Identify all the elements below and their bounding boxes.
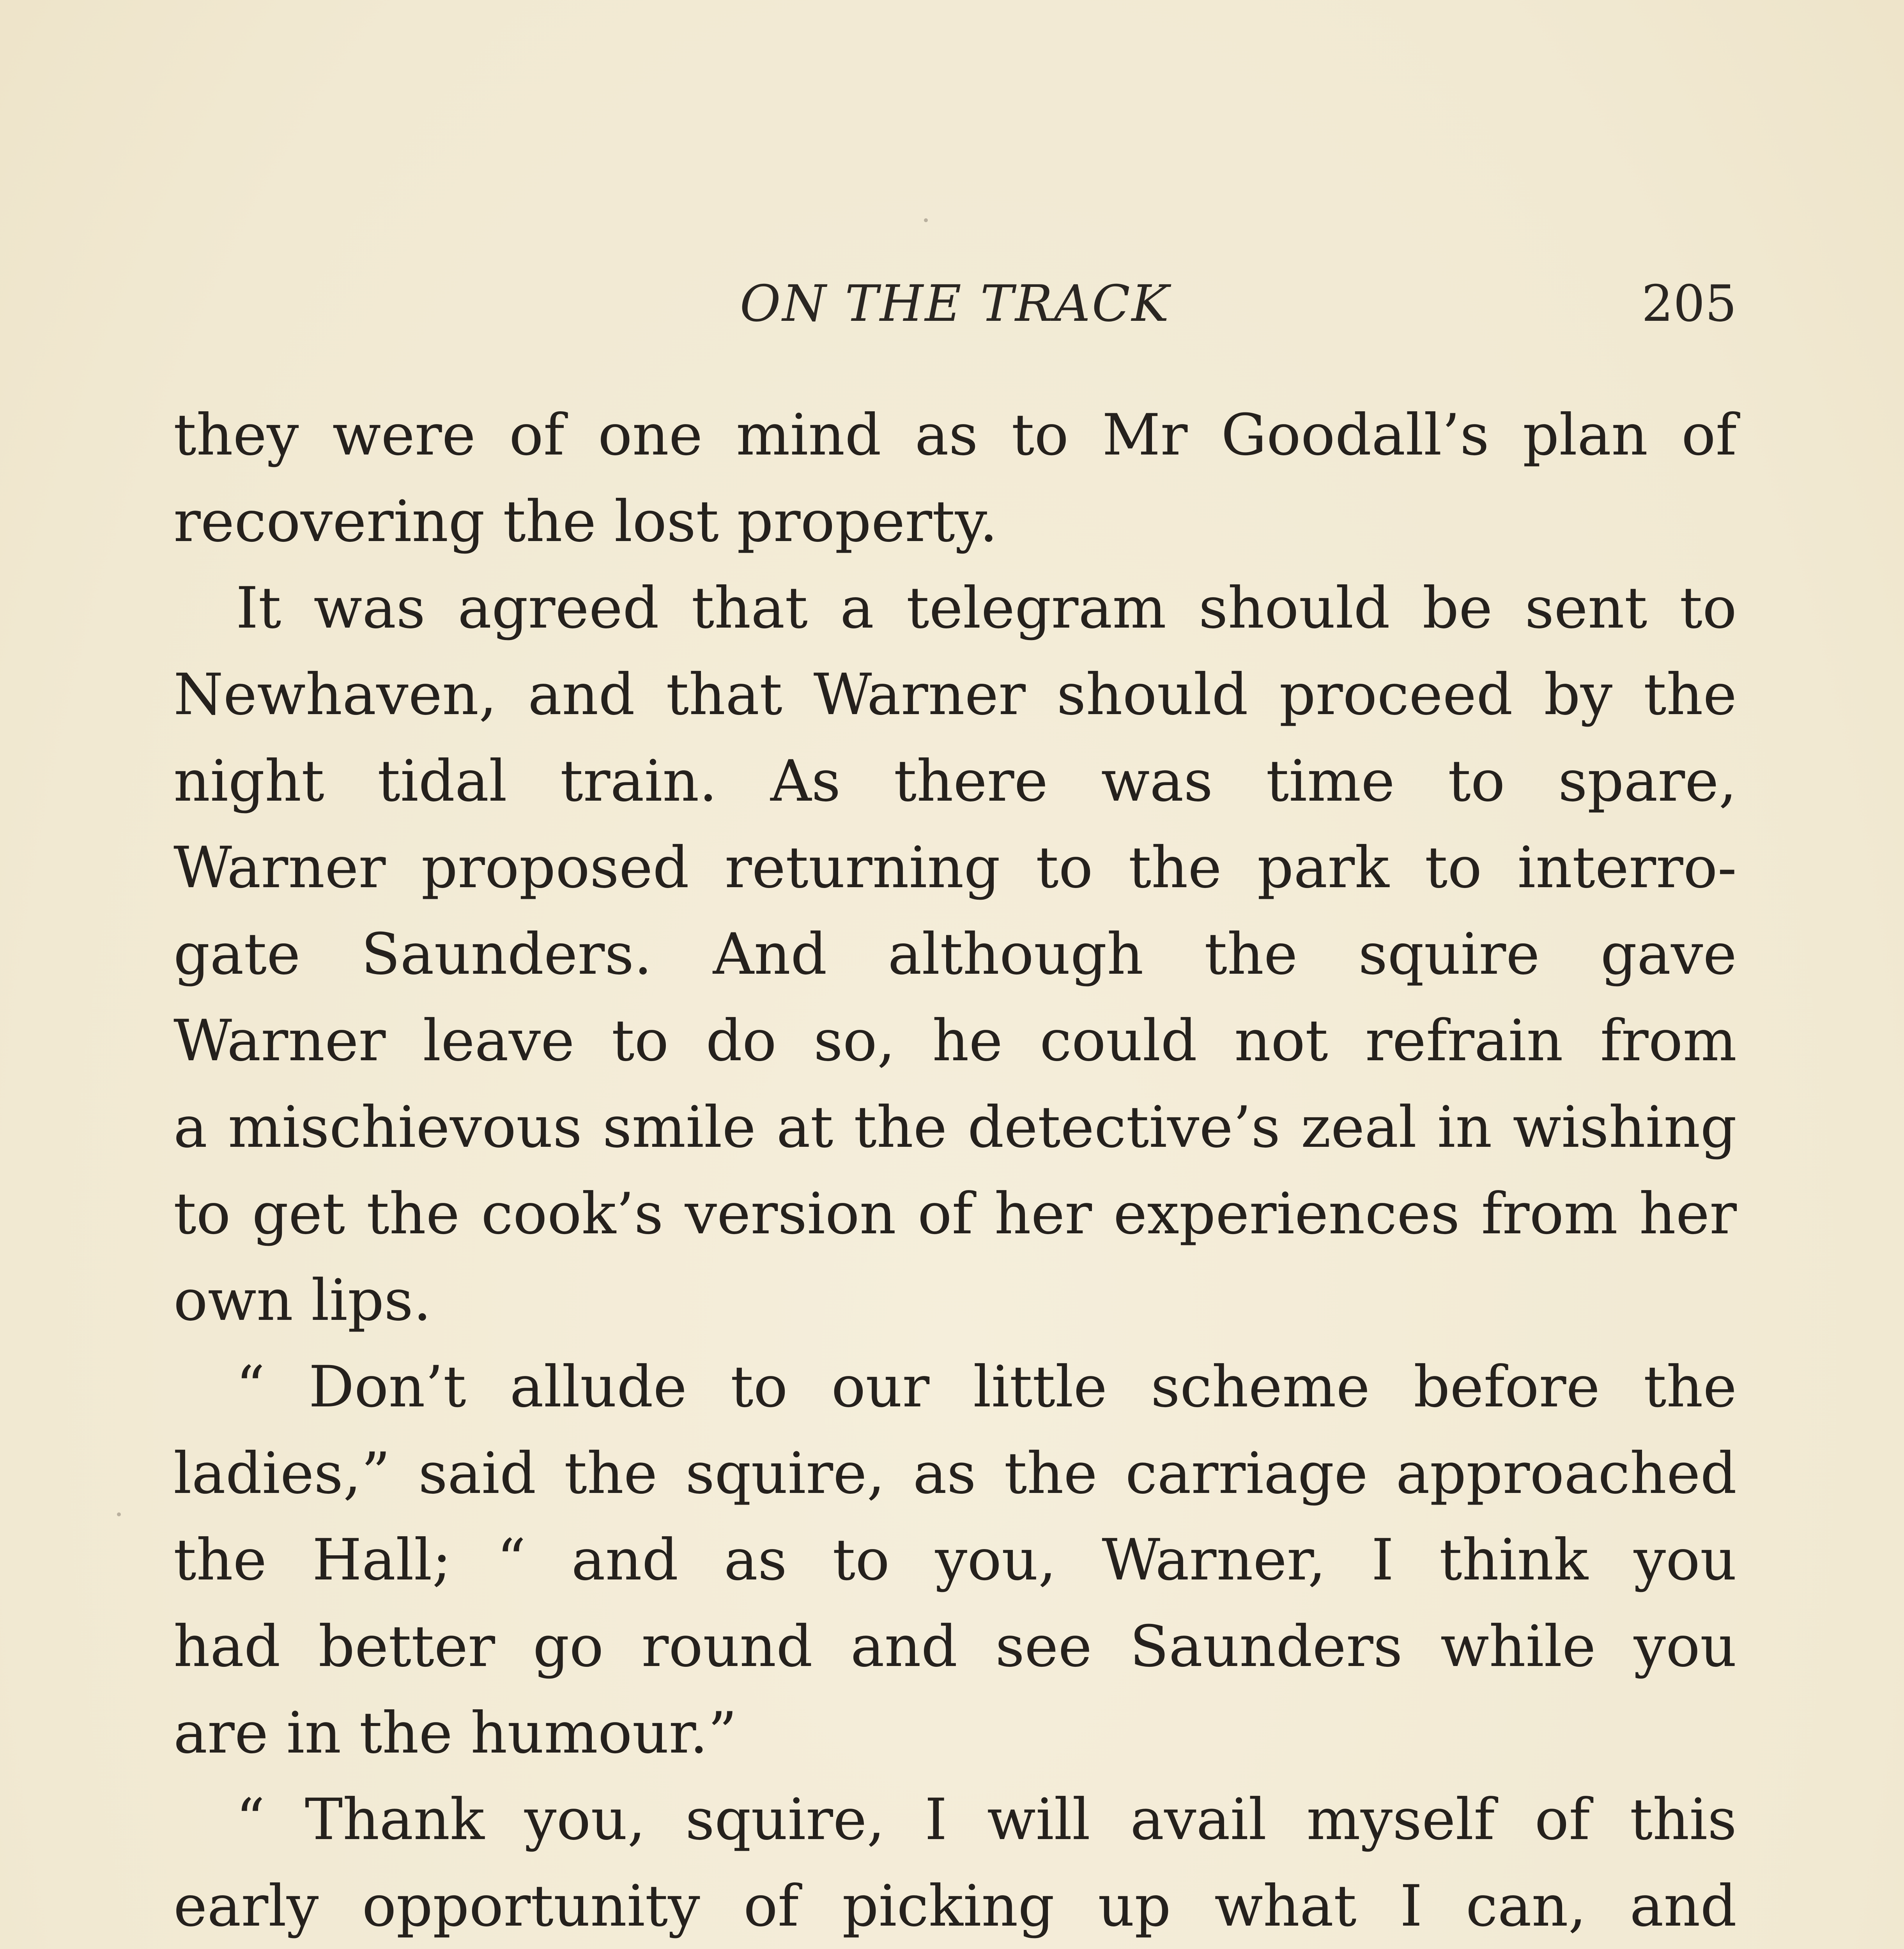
- text-line: “ Don’t allude to our little scheme before the: [236, 1354, 1737, 1420]
- text-line: own lips.: [173, 1267, 432, 1334]
- running-header: [173, 273, 1737, 351]
- body-text: [173, 392, 1737, 1949]
- paper-speck: [924, 218, 928, 222]
- text-line: gate Saunders. And although the squire gave: [173, 921, 1737, 987]
- text-line: Newhaven, and that Warner should proceed by the: [173, 661, 1737, 728]
- text-line: they were of one mind as to Mr Goodall’s plan of: [173, 402, 1737, 468]
- text-line: the Hall; “ and as to you, Warner, I think you: [173, 1527, 1737, 1593]
- text-line: to get the cook’s version of her experiences from her: [173, 1181, 1737, 1247]
- text-line: had better go round and see Saunders while you: [173, 1613, 1737, 1680]
- text-line: It was agreed that a telegram should be sent to: [236, 575, 1737, 641]
- text-line: early opportunity of picking up what I can, and: [173, 1873, 1737, 1939]
- text-line: a mischievous smile at the detective’s zeal in wishing: [173, 1094, 1737, 1160]
- text-line: night tidal train. As there was time to spare,: [173, 748, 1737, 814]
- page-number: 205: [1641, 275, 1737, 333]
- text-line: recovering the lost property.: [173, 488, 998, 555]
- running-title: ON THE TRACK: [740, 275, 1171, 333]
- text-line: ladies,” said the squire, as the carriage approached: [173, 1440, 1737, 1507]
- text-line: Warner leave to do so, he could not refrain from: [173, 1008, 1737, 1074]
- text-line: Warner proposed returning to the park to interro-: [173, 835, 1737, 901]
- text-line: “ Thank you, squire, I will avail myself of this: [236, 1786, 1737, 1853]
- text-line: are in the humour.”: [173, 1700, 737, 1766]
- paper-speck: [117, 1512, 121, 1516]
